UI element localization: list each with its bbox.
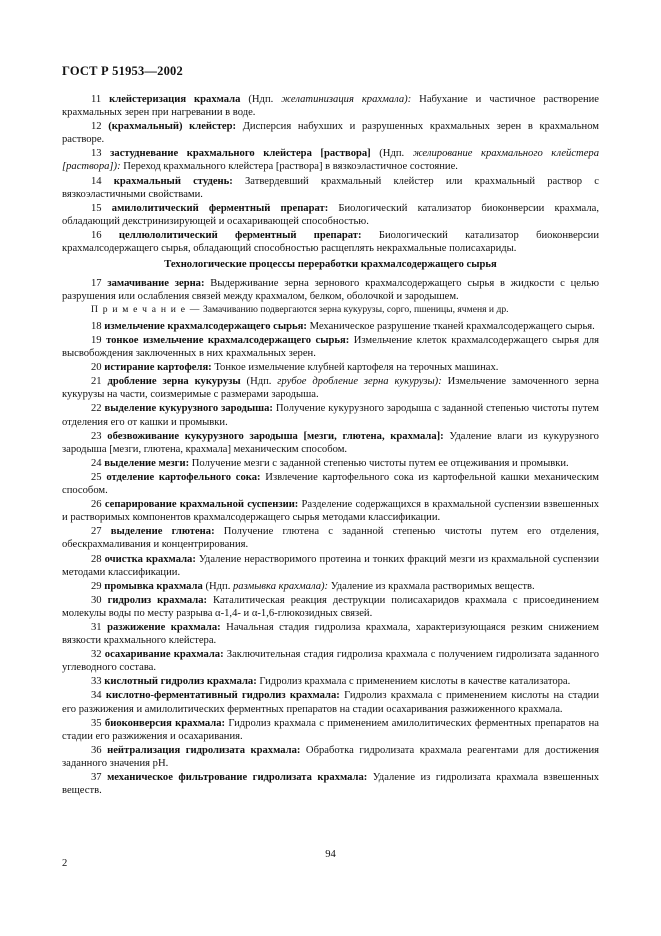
entry-number: 23 — [91, 430, 102, 442]
note-text: Замачиванию подвергаются зерна кукурузы, сорго, пшеницы, ячменя и др. — [200, 304, 509, 316]
entry-term: клейстеризация крахмала — [109, 94, 241, 105]
entry-number: 15 — [91, 202, 102, 214]
entry-term: целлюлолитический ферментный препарат: — [118, 229, 362, 241]
entry-20 — [62, 361, 599, 374]
entry-term: кислотно-ферментативный гидролиз крахмала: — [105, 690, 340, 702]
entry-34 — [62, 689, 599, 715]
entry-definition: Выдерживание зерна зернового крахмалсодержащего сырья в жидкости с целью разрушения или ослабления связей между крахмалом, белком, оболочкой и зародышем. — [62, 278, 599, 303]
entry-13 — [62, 147, 599, 173]
entry-term: гидролиз крахмала: — [107, 594, 208, 606]
entry-definition: Тонкое измельчение клубней картофеля на терочных машинах. — [211, 362, 499, 374]
entry-prefix: (Ндп. — [240, 94, 282, 105]
note-label: П р и м е ч а н и е — — [91, 304, 201, 316]
page-number-left: 2 — [62, 858, 68, 869]
entry-17 — [62, 277, 599, 303]
entry-prefix: (Ндп. — [202, 580, 233, 592]
entry-number: 33 — [91, 676, 102, 688]
entry-definition: Получение кукурузного зародыша с заданной степенью чистоты путем отделения его от кашки и промывки. — [62, 403, 599, 428]
entry-29 — [62, 580, 599, 593]
entry-22 — [62, 402, 599, 428]
entry-definition: Обработка гидролизата крахмала реагентами для достижения заданного значения pH. — [62, 744, 599, 769]
entry-alt-term: размывка крахмала): — [233, 580, 329, 592]
entry-term: измельчение крахмалсодержащего сырья: — [104, 320, 307, 332]
document-body — [62, 93, 599, 798]
entry-term: сепарирование крахмальной суспензии: — [104, 499, 299, 511]
entry-15 — [62, 202, 599, 228]
entry-term: биоконверсия крахмала: — [104, 717, 226, 729]
entry-definition: Получение глютена с заданной степенью чистоты путем его отделения, обескрахмаливания и концентрирования. — [62, 526, 599, 551]
entry-definition: Извлечение картофельного сока из картофельной кашки механическим способом. — [62, 471, 599, 497]
entry-term: (крахмальный) клейстер: — [108, 121, 237, 133]
entry-number: 35 — [91, 717, 102, 729]
entry-term: разжижение крахмала: — [107, 621, 221, 633]
entry-definition: Каталитическая реакция деструкции полисахаридов крахмала с присоединением молекулы воды по месту разрыва α-1,4- и α-1,6-глюкозидных связей. — [62, 594, 599, 619]
entry-33 — [62, 675, 599, 688]
entry-definition: Механическое разрушение тканей крахмалсодержащего сырья. — [306, 320, 595, 332]
entry-number: 22 — [91, 403, 102, 415]
entry-37 — [62, 771, 599, 797]
entry-term: дробление зерна кукурузы — [107, 376, 241, 388]
entry-definition: Удаление нерастворимого протеина и тонких фракций мезги из крахмальной суспензии методами классификации. — [62, 553, 599, 578]
entry-term: механическое фильтрование гидролизата крахмала: — [107, 772, 368, 783]
entry-28 — [62, 553, 599, 579]
document-header: ГОСТ Р 51953—2002 — [62, 64, 183, 78]
entry-number: 30 — [91, 594, 102, 606]
entry-11 — [62, 93, 599, 119]
entry-35 — [62, 717, 599, 743]
entry-number: 12 — [91, 121, 102, 133]
entry-16 — [62, 229, 599, 255]
entry-term: осахаривание крахмала: — [104, 649, 224, 661]
entry-definition: Биологический катализатор биоконверсии крахмалсодержащего сырья, обладающий способностью расщеплять некрахмальные полисахариды. — [62, 229, 599, 255]
entry-definition: Затвердевший крахмальный клейстер или крахмальный раствор с вязкоэластичными свойствами. — [62, 175, 599, 200]
entry-23 — [62, 430, 599, 456]
entry-number: 16 — [91, 229, 102, 241]
entry-32 — [62, 648, 599, 674]
entry-26 — [62, 498, 599, 524]
entry-prefix: (Ндп. — [240, 376, 278, 388]
entry-definition: Биологический катализатор биоконверсии крахмала, обладающий декстринизирующей и осахаривающей способностью. — [62, 202, 599, 227]
entry-definition: Гидролиз крахмала с применением амилолитических ферментных препаратов на стадии его разжижения и осахаривания. — [62, 717, 599, 742]
entry-number: 34 — [91, 690, 102, 702]
entry-definition: Удаление влаги из кукурузного зародыша [мезги, глютена, крахмала] механическим способом. — [62, 430, 599, 455]
entry-31 — [62, 621, 599, 647]
entry-definition: Удаление из крахмала растворимых веществ. — [328, 580, 535, 592]
entry-definition: Измельчение клеток крахмалсодержащего сырья для высвобождения заключенных в них крахмальных зерен. — [62, 335, 599, 360]
entry-number: 11 — [91, 94, 102, 105]
entry-term: выделение кукурузного зародыша: — [104, 403, 273, 415]
entry-24 — [62, 457, 599, 470]
entry-definition: Гидролиз крахмала с применением кислоты в качестве катализатора. — [256, 676, 571, 688]
entry-number: 19 — [91, 335, 102, 346]
entry-number: 36 — [91, 744, 102, 756]
entry-25 — [62, 471, 599, 497]
entry-14 — [62, 175, 599, 201]
note — [62, 304, 599, 317]
entry-term: отделение картофельного сока: — [106, 471, 261, 483]
entry-number: 37 — [91, 772, 102, 783]
entry-term: крахмальный студень: — [113, 175, 233, 187]
entry-term: очистка крахмала: — [104, 553, 196, 565]
entry-21 — [62, 375, 599, 401]
entry-number: 32 — [91, 649, 102, 661]
entry-18 — [62, 320, 599, 333]
entry-number: 24 — [91, 457, 102, 469]
entry-36 — [62, 744, 599, 770]
entry-number: 25 — [91, 471, 102, 483]
entry-30 — [62, 594, 599, 620]
entry-definition: Заключительная стадия гидролиза крахмала с получением гидролизата заданного углеводного состава. — [62, 649, 599, 674]
entry-term: тонкое измельчение крахмалсодержащего сырья: — [106, 335, 350, 346]
entry-term: обезвоживание кукурузного зародыша [мезги, глютена, крахмала]: — [107, 430, 444, 442]
entry-number: 27 — [91, 526, 102, 538]
entry-term: застудневание крахмального клейстера [раствора] — [110, 148, 371, 160]
entry-number: 14 — [91, 175, 102, 187]
entry-number: 17 — [91, 278, 102, 290]
entry-definition: Переход крахмального клейстера [раствора] в вязкоэластичное состояние. — [120, 161, 458, 173]
entry-term: выделение мезги: — [104, 457, 190, 469]
entry-number: 31 — [91, 621, 102, 633]
entry-number: 26 — [91, 499, 102, 511]
entry-definition: Измельчение замоченного зерна кукурузы на части, соизмеримые с размерами зародыша. — [62, 376, 600, 401]
entry-definition: Набухание и частичное растворение крахмальных зерен при нагревании в воде. — [62, 94, 599, 119]
entry-12 — [62, 120, 599, 146]
entry-number: 21 — [91, 376, 102, 388]
entry-term: истирание картофеля: — [104, 362, 212, 374]
entry-19 — [62, 334, 599, 360]
entry-prefix: (Ндп. — [370, 148, 413, 160]
entry-number: 13 — [91, 148, 102, 160]
entry-term: замачивание зерна: — [107, 278, 205, 290]
entry-definition: Разделение содержащихся в крахмальной суспензии взвешенных и растворимых компонентов крахмалсодержащего сырья методами классификации. — [62, 499, 599, 524]
entry-number: 18 — [91, 320, 102, 332]
entry-term: выделение глютена: — [110, 526, 215, 538]
entry-definition: Гидролиз крахмала с применением кислоты на стадии его разжижения и амилолитических ферментных препаратов на стадии осахаривания разжиженного крахмала. — [62, 690, 600, 715]
entry-definition: Удаление из гидролизата крахмала взвешенных веществ. — [62, 772, 600, 797]
entry-number: 29 — [91, 580, 102, 592]
entry-alt-term: грубое дробление зерна кукурузы): — [277, 376, 442, 388]
entry-definition: Получение мезги с заданной степенью чистоты путем ее отцеживания и промывки. — [189, 457, 569, 469]
entry-alt-term: желатинизация крахмала): — [281, 94, 412, 105]
entry-term: нейтрализация гидролизата крахмала: — [107, 744, 301, 756]
entry-27 — [62, 525, 599, 551]
page-number-center: 94 — [325, 849, 336, 860]
entry-term: кислотный гидролиз крахмала: — [104, 676, 257, 688]
entry-term: промывка крахмала — [104, 580, 203, 592]
entry-definition: Начальная стадия гидролиза крахмала, характеризующаяся резким снижением вязкости крахмального клейстера. — [62, 621, 599, 647]
entry-term: амилолитический ферментный препарат: — [111, 202, 329, 214]
entry-number: 28 — [91, 553, 102, 565]
entry-definition: Дисперсия набухших и разрушенных крахмальных зерен в крахмальном растворе. — [62, 121, 599, 146]
section-title: Технологические процессы переработки крахмалсодержащего сырья — [164, 259, 497, 271]
entry-alt-term: желирование крахмального клейстера [раствора]): — [62, 148, 599, 173]
entry-number: 20 — [91, 362, 102, 374]
